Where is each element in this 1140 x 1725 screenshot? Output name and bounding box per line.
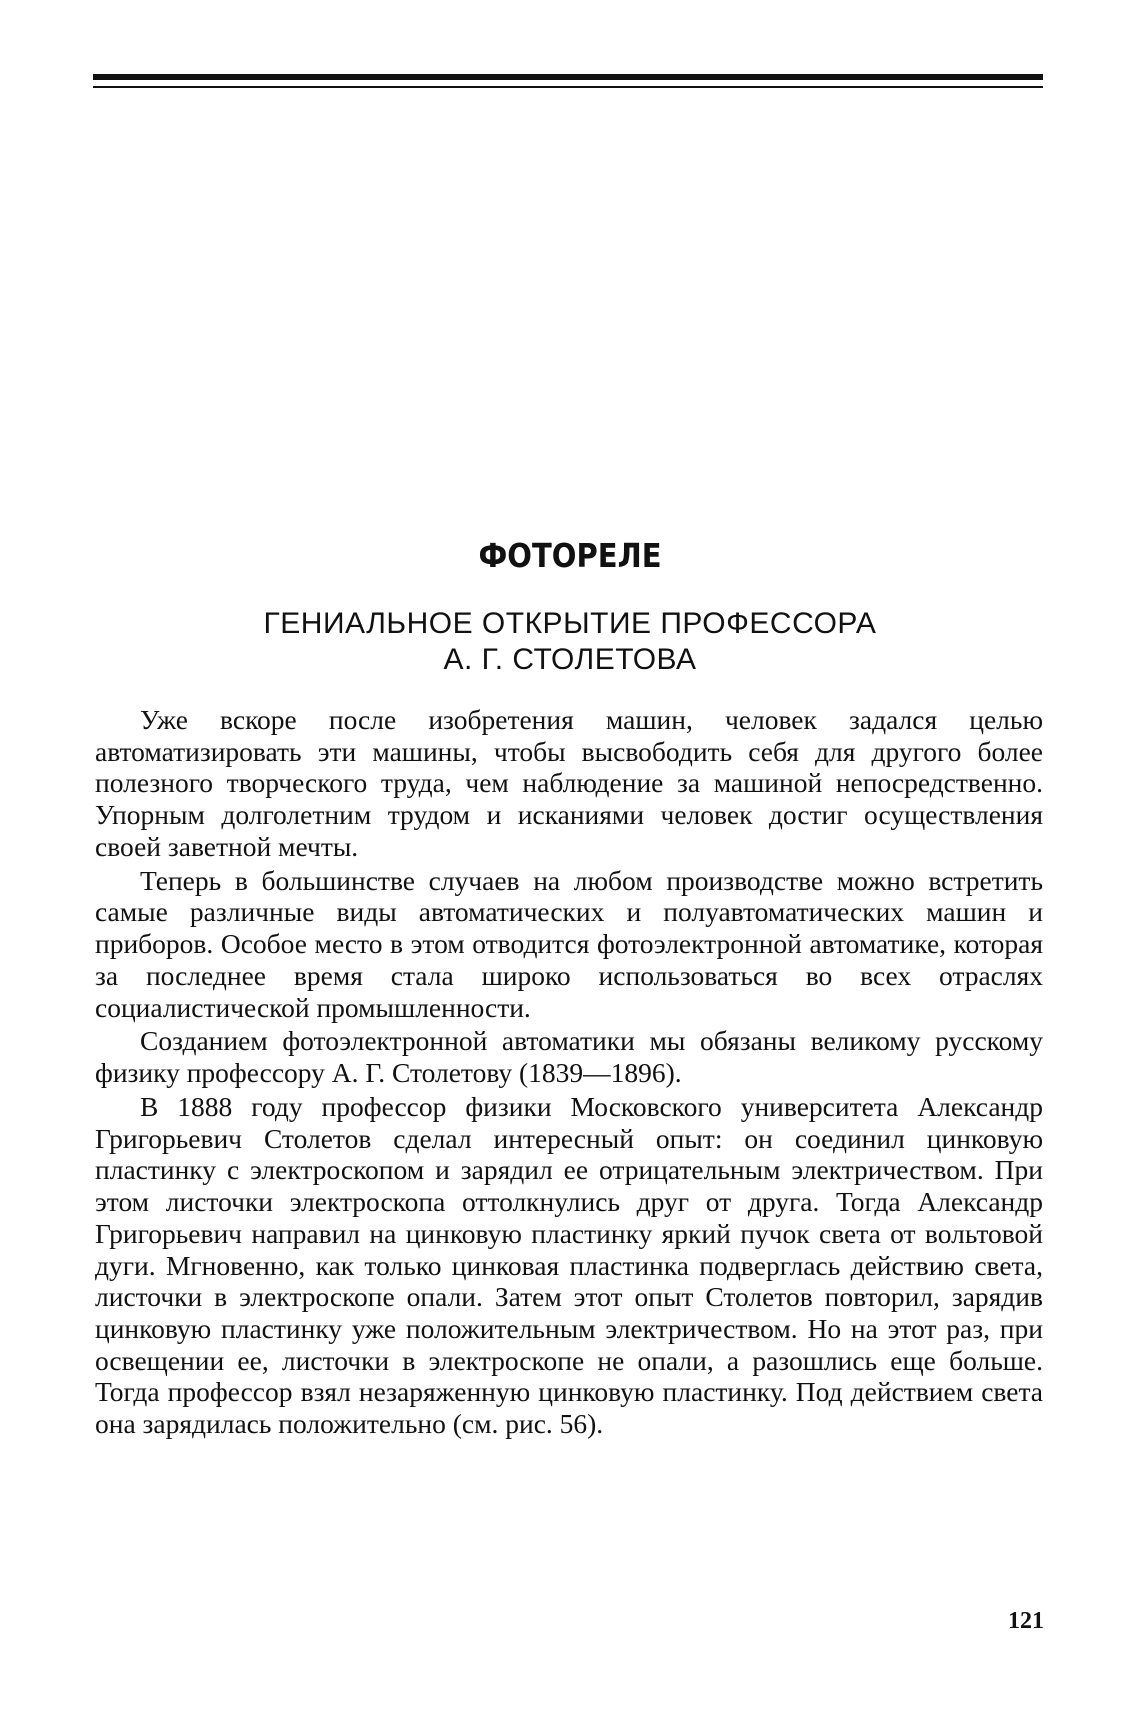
- paragraph-4: В 1888 году профессор физики Московского университета Александр Григорьевич Столетов сделал интересный опыт: он соединил цинковую пластинку с электроскопом и зарядил ее отрицательным электричеством. При этом листочки электроскопа оттолкнулись друг от друга. Тогда Александр Григорьевич направил на цинковую пластинку яркий пучок света от вольтовой дуги. Мгновенно, как только цинковая пластинка подверглась действию света, листочки в электроскопе опали. Затем этот опыт Столетов повторил, зарядив цинковую пластинку уже положительным электричеством. Но на этот раз, при освещении ее, листочки в электроскопе не опали, а разошлись еще больше. Тогда профессор взял незаряженную цинковую пластинку. Под действием света она зарядилась положительно (см. рис. 56).: [95, 1091, 1043, 1440]
- paragraph-2: Теперь в большинстве случаев на любом производстве можно встретить самые различные виды автоматических и полуавтоматических машин и приборов. Особое место в этом отводится фотоэлектронной автоматике, которая за последнее время стала широко использоваться во всех отраслях социалистической промышленности.: [95, 864, 1043, 1023]
- section-title-line-1: ГЕНИАЛЬНОЕ ОТКРЫТИЕ ПРОФЕССОРА: [263, 607, 877, 640]
- chapter-title: ФОТОРЕЛЕ: [478, 536, 662, 575]
- top-rule-thick: [93, 74, 1043, 80]
- section-title: [0, 606, 1140, 678]
- paragraph-1: Уже вскоре после изобретения машин, человек задался целью автоматизировать эти машины, чтобы высвободить себя для другого более полезного творческого труда, чем наблюдение за машиной непосредственно. Упорным долголетним трудом и исканиями человек достиг осуществления своей заветной мечты.: [95, 704, 1043, 862]
- page-number: 121: [1008, 1608, 1044, 1634]
- top-rule-thin: [93, 86, 1043, 88]
- section-title-line-2: А. Г. СТОЛЕТОВА: [443, 643, 697, 676]
- paragraph-3: Созданием фотоэлектронной автоматики мы обязаны великому русскому физику профессору А. Г. Столетову (1839—1896).: [95, 1025, 1043, 1089]
- body-text: [95, 704, 1043, 1442]
